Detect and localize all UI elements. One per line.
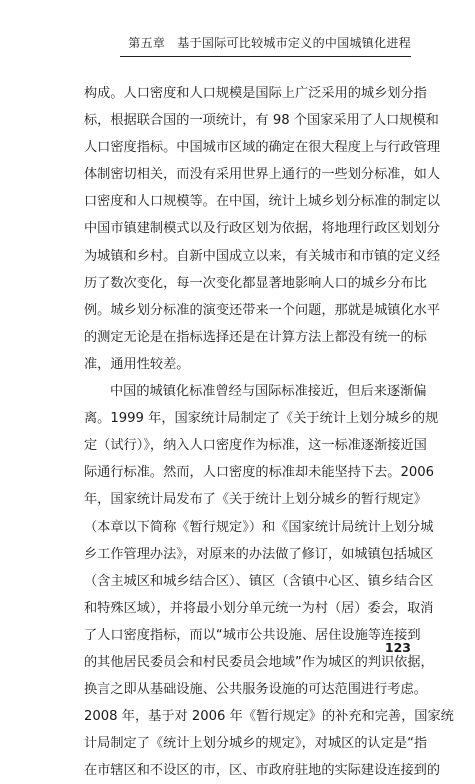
text-line: 历了数次变化，每一次变化都显著地影响人口的城乡分布比 [84,275,427,291]
text-line: 中国市镇建制模式以及行政区划为依据，将地理行政区划划分 [84,221,441,237]
text-line: 口密度和人口规模等。在中国，统计上城乡划分标准的制定以 [84,194,441,210]
text-line: 人口密度指标。中国城市区域的确定在很大程度上与行政管理 [84,140,441,156]
text-line: 定（试行）》，纳入人口密度作为标准，这一标准逐渐接近国 [84,438,427,454]
running-header [120,34,411,51]
page-number: 123 [384,640,411,655]
text-line: 的其他居民委员会和村民委员会地域”作为城区的判识依据， [84,654,434,670]
text-line: 中国的城镇化标准曾经与国际标准接近，但后来逐渐偏 [110,384,427,400]
text-line: 例。城乡划分标准的演变还带来一个问题，那就是城镇化水平 [84,302,441,318]
text-line: 换言之即从基础设施、公共服务设施的可达范围进行考虑。 [84,682,427,698]
text-line: 计局制定了《统计上划分城乡的规定》，对城区的认定是“指 [84,736,428,752]
text-line: 在市辖区和不设区的市，区、市政府驻地的实际建设连接到的 [84,763,441,779]
text-line: （含主城区和城乡结合区）、镇区（含镇中心区、镇乡结合区 [84,573,434,589]
text-line: 标，根据联合国的一项统计，有 98 个国家采用了人口规模和 [84,113,439,129]
text-line: 的测定无论是在指标选择还是在计算方法上都没有统一的标 [84,329,427,345]
text-line: 际通行标准。然而，人口密度的标准却未能坚持下去。2006 [84,465,435,481]
text-line: 2008 年，基于对 2006 年《暂行规定》的补充和完善，国家统 [84,709,454,725]
chapter-label: 第五章 [128,36,166,50]
text-line: 年，国家统计局发布了《关于统计上划分城乡的暂行规定》 [84,492,427,508]
text-line: 为城镇和乡村。自新中国成立以来，有关城市和市镇的定义经 [84,248,441,264]
text-line: 离。1999 年，国家统计局制定了《关于统计上划分城乡的规 [84,411,439,427]
text-line: 和特殊区域），并将最小划分单元统一为村（居）委会，取消 [84,600,434,616]
header-rule [120,56,411,57]
text-line: 体制密切相关，而没有采用世界上通行的一些划分标准，如人 [84,167,441,183]
text-line: 准，通用性较差。 [84,356,190,372]
chapter-title: 基于国际可比较城市定义的中国城镇化进程 [177,36,411,50]
text-line: 乡工作管理办法》，对原来的办法做了修订，如城镇包括城区 [84,546,434,562]
text-line: 了人口密度指标，而以“城市公共设施、居住设施等连接到 [84,627,421,643]
body-text [84,80,454,784]
text-line: 构成。人口密度和人口规模是国际上广泛采用的城乡划分指 [84,86,427,101]
text-line: （本章以下简称《暂行规定》）和《国家统计局统计上划分城 [84,519,434,535]
